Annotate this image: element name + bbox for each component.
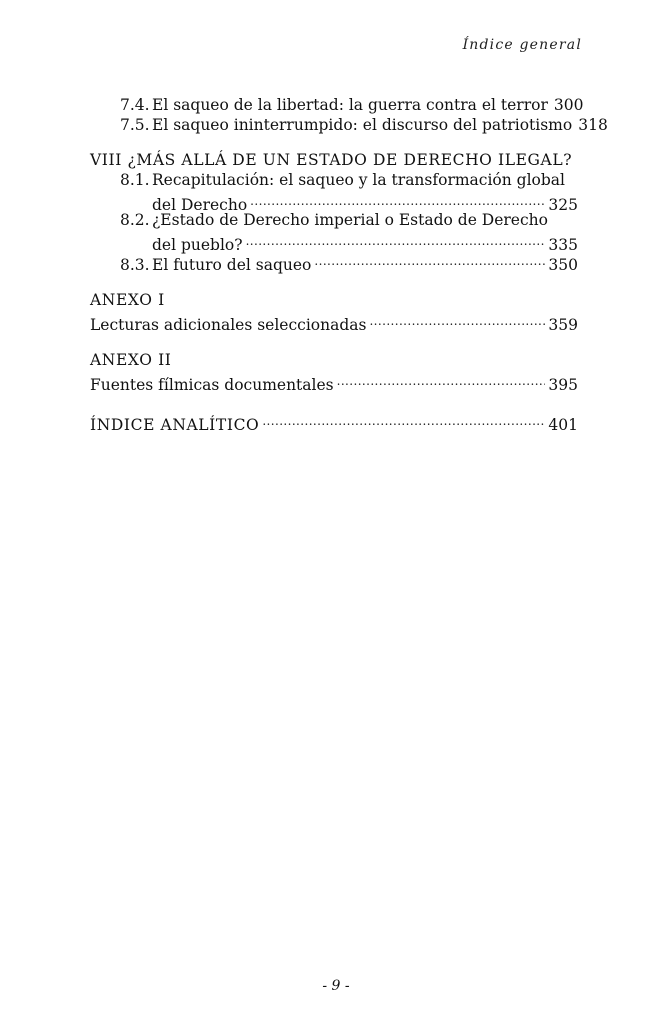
dot-leader	[262, 410, 545, 430]
toc-entry-8-1-line1	[90, 170, 578, 190]
dot-leader	[246, 230, 546, 250]
toc-entry-number: 8.1.	[120, 171, 150, 189]
toc-entry-title: El saqueo ininterrumpido: el discurso del patriotismo	[152, 116, 573, 134]
dot-leader	[250, 190, 545, 210]
toc-entry-annex-i	[90, 310, 578, 334]
running-header: Índice general	[462, 37, 582, 53]
toc-entry-title: ÍNDICE ANALÍTICO	[90, 416, 260, 434]
toc-entry-title: Fuentes fílmicas documentales	[90, 376, 334, 394]
toc-entry-page: 318	[578, 116, 608, 134]
toc-entry-number: 7.5.	[120, 116, 150, 134]
toc-entry-annex-ii	[90, 370, 578, 394]
toc-entry-title: ¿Estado de Derecho imperial o Estado de Derecho	[152, 211, 548, 229]
toc-entry-page: 300	[553, 96, 584, 114]
dot-leader	[314, 250, 545, 270]
toc-entry-8-1-line2	[90, 190, 578, 214]
toc-entry-title: Recapitulación: el saqueo y la transformación global	[152, 171, 565, 189]
toc-entry-page: 325	[548, 196, 578, 214]
toc-entry-page: 401	[548, 416, 578, 434]
table-of-contents	[90, 90, 608, 434]
toc-entry-title: Lecturas adicionales seleccionadas	[90, 316, 367, 334]
toc-entry-8-2-line2	[90, 230, 578, 254]
dot-leader	[369, 310, 545, 330]
annex-heading-ii: ANEXO II	[90, 351, 172, 369]
toc-entry-page: 335	[548, 236, 578, 254]
toc-entry-page: 350	[548, 256, 578, 274]
toc-entry-7-4	[90, 90, 584, 114]
dot-leader	[337, 370, 546, 390]
page-number: - 9 -	[322, 978, 350, 994]
toc-entry-title: El saqueo de la libertad: la guerra contra el terror	[152, 96, 548, 114]
toc-entry-page: 395	[548, 376, 578, 394]
annex-heading-i: ANEXO I	[90, 291, 165, 309]
toc-entry-title-continued: del Derecho	[152, 196, 248, 214]
toc-entry-title-continued: del pueblo?	[152, 236, 243, 254]
toc-entry-number: 7.4.	[120, 96, 150, 114]
toc-entry-title: El futuro del saqueo	[152, 256, 312, 274]
toc-entry-number: 8.3.	[120, 256, 150, 274]
toc-entry-page: 359	[548, 316, 578, 334]
toc-entry-number: 8.2.	[120, 211, 150, 229]
toc-entry-8-2-line1	[90, 210, 578, 230]
toc-entry-index	[90, 410, 578, 434]
chapter-heading-viii: VIII ¿MÁS ALLÁ DE UN ESTADO DE DERECHO ILEGAL?	[90, 151, 573, 169]
